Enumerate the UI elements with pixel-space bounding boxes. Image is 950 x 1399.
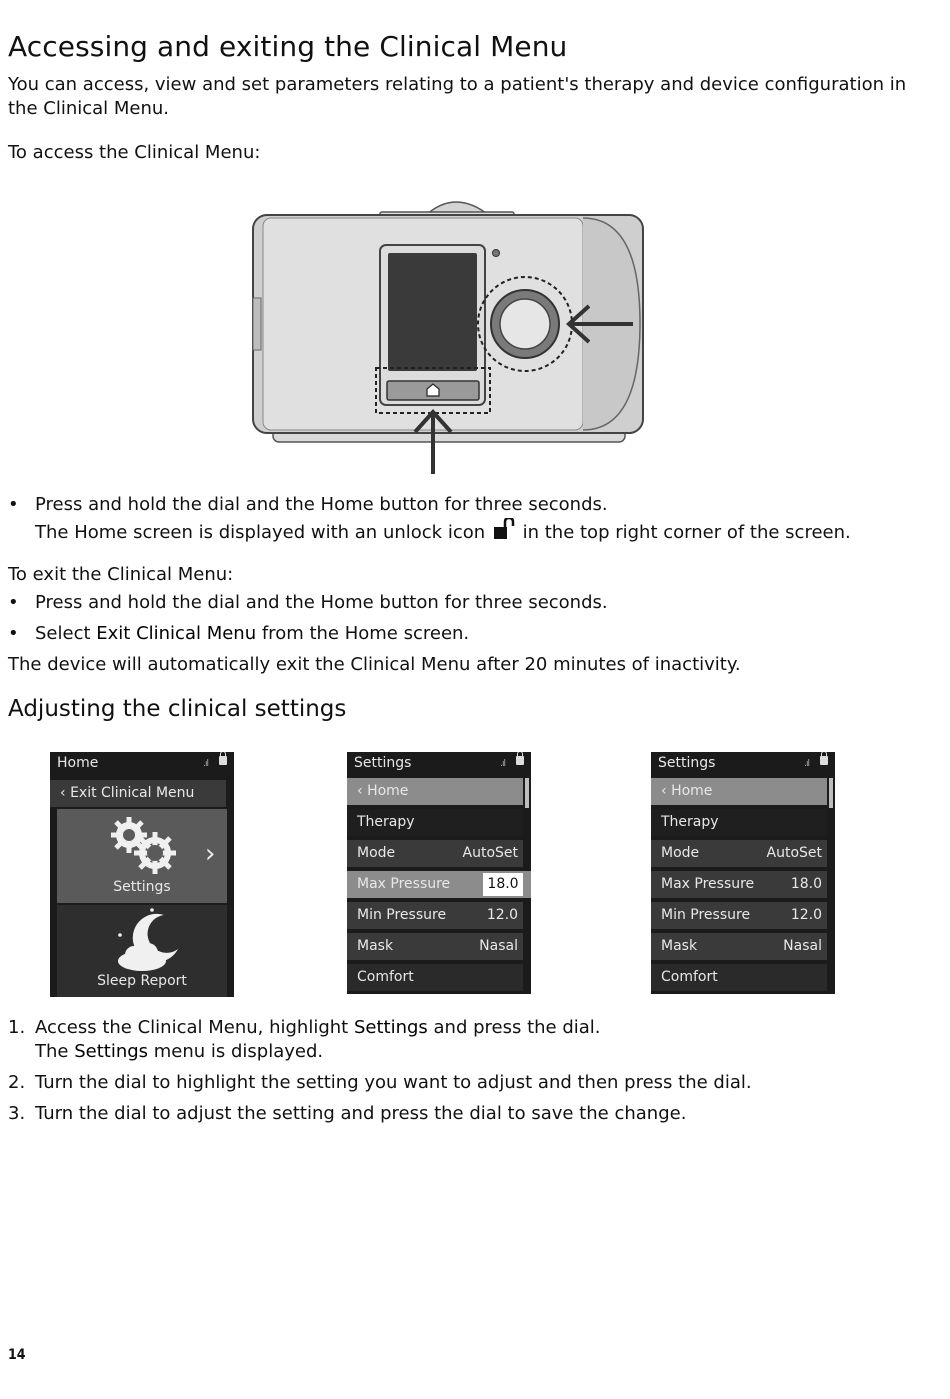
settings-row-value: 18.0 bbox=[790, 876, 822, 892]
settings-row-label: Therapy bbox=[661, 814, 719, 830]
exit-label: To exit the Clinical Menu: bbox=[8, 564, 234, 585]
home-back-label bbox=[357, 783, 408, 799]
exit-bullet-2 bbox=[0, 621, 950, 647]
exit-bullet-1 bbox=[0, 590, 950, 616]
step-3-text: Turn the dial to adjust the setting and press the dial to save the change. bbox=[35, 1103, 687, 1124]
settings-row-label: Comfort bbox=[661, 969, 718, 985]
sleep-report-tile-label: Sleep Report bbox=[97, 973, 187, 989]
step-2-text: Turn the dial to highlight the setting you want to adjust and then press the dial. bbox=[35, 1072, 752, 1093]
back-item-label bbox=[60, 785, 194, 801]
step-1-post: and press the dial. bbox=[427, 1017, 601, 1038]
settings-row-label: Max Pressure bbox=[357, 876, 451, 892]
bullet-dot: • bbox=[8, 623, 19, 644]
chevron-right-icon: › bbox=[205, 839, 216, 869]
settings-row-label: Min Pressure bbox=[357, 907, 447, 923]
home-back-label bbox=[661, 783, 712, 799]
intro-line-1: You can access, view and set parameters relating to a patient's therapy and device configuration in bbox=[8, 74, 907, 95]
bullet-dot: • bbox=[8, 592, 19, 613]
signal-icon: .ıl bbox=[203, 759, 208, 769]
home-screen-title: Home bbox=[57, 755, 99, 771]
step-1-bold: Settings bbox=[353, 1017, 428, 1038]
settings-row-comfort[interactable] bbox=[347, 962, 523, 991]
lock-icon bbox=[820, 756, 828, 765]
gears-icon bbox=[107, 815, 182, 875]
settings-row-therapy[interactable] bbox=[347, 807, 523, 836]
access-bullet-line-2b: in the top right corner of the screen. bbox=[522, 522, 851, 543]
access-bullet-line-1: Press and hold the dial and the Home button for three seconds. bbox=[35, 494, 608, 515]
page-number: 14 bbox=[8, 1347, 26, 1363]
step-1-text bbox=[35, 1015, 601, 1041]
settings-row-label: Mode bbox=[661, 845, 700, 861]
home-back-text: Home bbox=[671, 783, 713, 799]
settings-row-comfort[interactable] bbox=[651, 962, 827, 991]
home-screen bbox=[50, 752, 234, 997]
chevron-left-icon: ‹ bbox=[357, 783, 368, 799]
chevron-left-icon: ‹ bbox=[661, 783, 672, 799]
step-1 bbox=[0, 1015, 950, 1065]
home-back-text: Home bbox=[367, 783, 409, 799]
max-pressure-edit-box[interactable]: 18.0 bbox=[483, 873, 523, 896]
intro-paragraph bbox=[8, 73, 906, 121]
settings-screen-editing bbox=[347, 752, 531, 994]
exit-bullet-1-text: Press and hold the dial and the Home button for three seconds. bbox=[35, 592, 608, 613]
exit-clinical-menu-item[interactable] bbox=[50, 778, 226, 807]
exit-bullet-2-bold: Exit Clinical Menu bbox=[96, 623, 257, 644]
settings-screen-saved bbox=[651, 752, 835, 994]
settings-row-label: Mode bbox=[357, 845, 396, 861]
chevron-left-icon: ‹ bbox=[60, 785, 71, 801]
settings-screen-title-bar bbox=[347, 752, 531, 776]
step-1-sub-post: menu is displayed. bbox=[148, 1041, 324, 1062]
signal-icon: .ıl bbox=[804, 759, 809, 769]
step-1-subtext bbox=[35, 1039, 323, 1065]
settings-row-label: Min Pressure bbox=[661, 907, 751, 923]
settings-row-label: Comfort bbox=[357, 969, 414, 985]
settings-row-value: 12.0 bbox=[486, 907, 518, 923]
settings-tile[interactable] bbox=[57, 809, 227, 903]
settings-row-min-pressure[interactable] bbox=[651, 900, 827, 929]
step-number: 3. bbox=[8, 1103, 26, 1124]
step-1-sub-pre: The bbox=[35, 1041, 75, 1062]
settings-row-label: Mask bbox=[357, 938, 394, 954]
access-bullet-line-2 bbox=[35, 518, 851, 546]
scrollbar[interactable] bbox=[829, 778, 833, 808]
step-3 bbox=[0, 1101, 950, 1127]
settings-screen-title-bar bbox=[651, 752, 835, 776]
signal-icon: .ıl bbox=[500, 759, 505, 769]
settings-row-mask[interactable] bbox=[347, 931, 523, 960]
scrollbar[interactable] bbox=[525, 778, 529, 808]
exit-clinical-menu-label: Exit Clinical Menu bbox=[70, 785, 195, 801]
bullet-dot: • bbox=[8, 494, 19, 515]
home-screen-title-bar bbox=[50, 752, 234, 776]
exit-bullet-2-text bbox=[35, 621, 469, 647]
settings-row-mask[interactable] bbox=[651, 931, 827, 960]
settings-tile-label: Settings bbox=[113, 879, 171, 895]
settings-row-max-pressure[interactable] bbox=[347, 869, 531, 898]
exit-bullet-2-pre: Select bbox=[35, 623, 97, 644]
home-back-item[interactable] bbox=[651, 776, 827, 805]
exit-bullet-2-post: from the Home screen. bbox=[256, 623, 470, 644]
settings-screen-title: Settings bbox=[658, 755, 716, 771]
settings-row-value: Nasal bbox=[479, 938, 518, 954]
device-illustration bbox=[245, 188, 655, 478]
settings-row-value: AutoSet bbox=[462, 845, 518, 861]
intro-line-2: the Clinical Menu. bbox=[8, 98, 170, 119]
step-number: 1. bbox=[8, 1017, 26, 1038]
auto-exit-text: The device will automatically exit the Clinical Menu after 20 minutes of inactivity. bbox=[8, 654, 741, 675]
settings-row-mode[interactable] bbox=[347, 838, 523, 867]
step-1-sub-bold: Settings bbox=[74, 1041, 149, 1062]
access-bullet-line-2a: The Home screen is displayed with an unlock icon bbox=[35, 522, 486, 543]
step-2 bbox=[0, 1070, 950, 1096]
settings-row-value: AutoSet bbox=[766, 845, 822, 861]
settings-row-max-pressure[interactable] bbox=[651, 869, 827, 898]
step-number: 2. bbox=[8, 1072, 26, 1093]
access-bullet bbox=[0, 492, 950, 548]
settings-row-value: 12.0 bbox=[790, 907, 822, 923]
settings-row-min-pressure[interactable] bbox=[347, 900, 523, 929]
moon-cloud-icon bbox=[112, 907, 182, 973]
settings-row-label: Max Pressure bbox=[661, 876, 755, 892]
page-heading: Accessing and exiting the Clinical Menu bbox=[8, 30, 568, 63]
home-back-item[interactable] bbox=[347, 776, 523, 805]
step-1-pre: Access the Clinical Menu, highlight bbox=[35, 1017, 354, 1038]
lock-icon bbox=[516, 756, 524, 765]
settings-screen-title: Settings bbox=[354, 755, 412, 771]
settings-row-label: Mask bbox=[661, 938, 698, 954]
settings-row-label: Therapy bbox=[357, 814, 415, 830]
section-heading: Adjusting the clinical settings bbox=[8, 696, 347, 722]
sleep-report-tile[interactable] bbox=[57, 905, 227, 997]
lock-icon bbox=[219, 756, 227, 765]
unlock-icon bbox=[491, 518, 517, 540]
settings-row-value: Nasal bbox=[783, 938, 822, 954]
settings-row-therapy[interactable] bbox=[651, 807, 827, 836]
access-label: To access the Clinical Menu: bbox=[8, 142, 261, 163]
settings-row-mode[interactable] bbox=[651, 838, 827, 867]
